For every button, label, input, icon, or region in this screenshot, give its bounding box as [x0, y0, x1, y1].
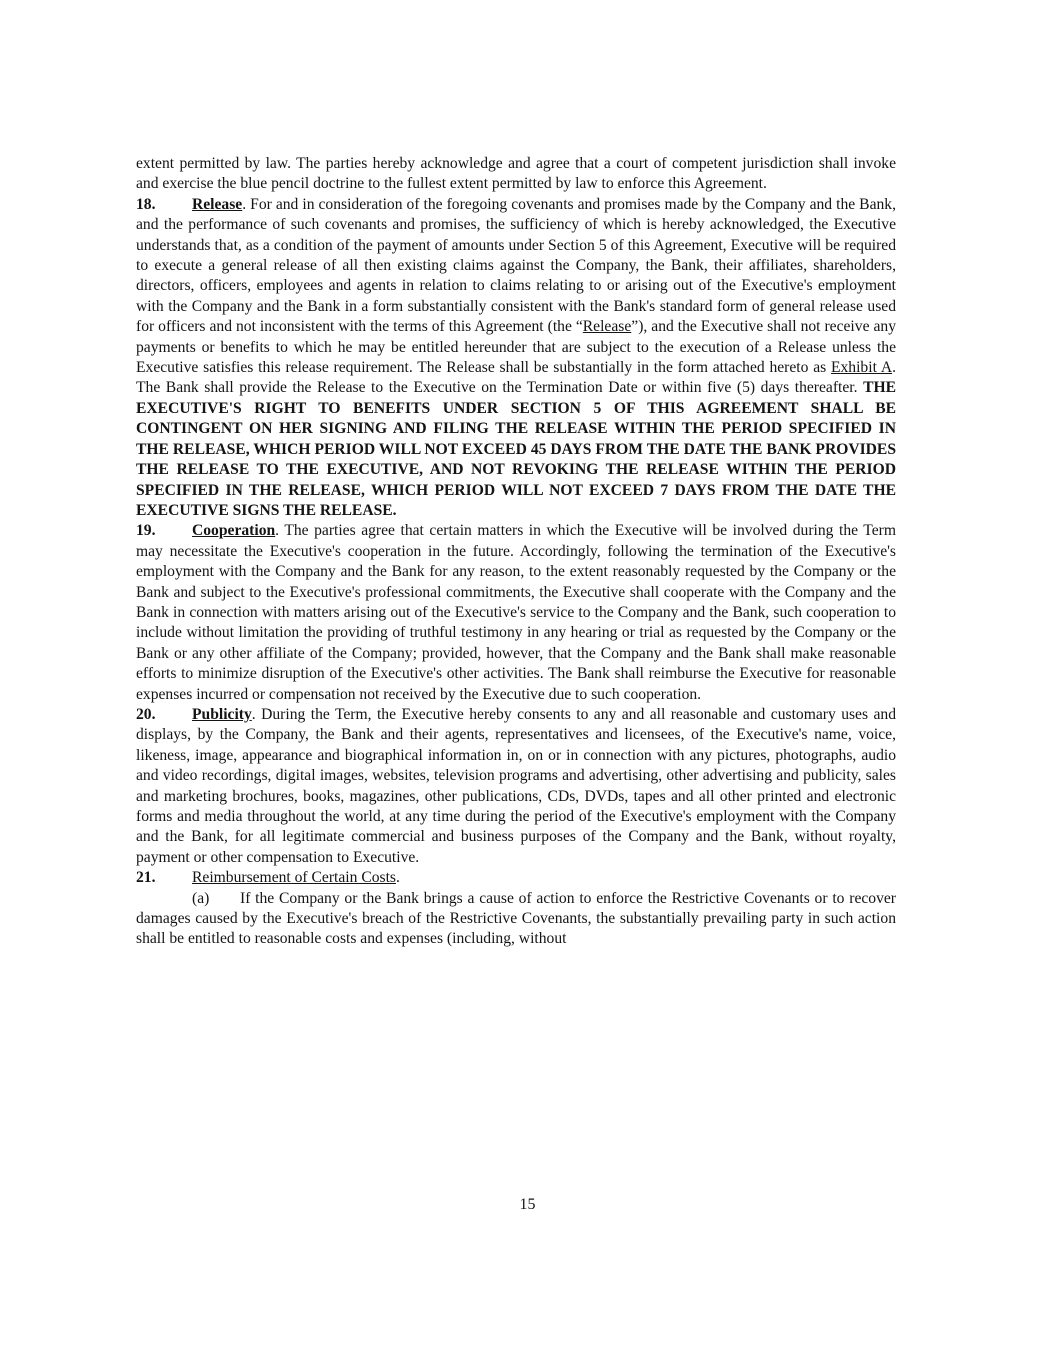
section-heading: Publicity — [192, 705, 252, 723]
section-text: . For and in consideration of the foregoing covenants and promises made by the Company and the Bank, and the performance of such covenants and promises, the sufficiency of which is hereby acknowledged, the Executive understands that, as a condition of the payment of amounts under Section 5 of this Agreement, Executive will be required to execute a general release of all then existing claims against the Company, the Bank, their affiliates, shareholders, directors, officers, employees and agents in relation to claims relating to or arising out of the Executive's employment with the Company and the Bank in a form substantially consistent with the Bank's standard form of general release used for officers and not inconsistent with the terms of this Agreement (the “ — [136, 195, 896, 336]
section-number: 21. — [136, 869, 156, 887]
section-text: . During the Term, the Executive hereby consents to any and all reasonable and customary uses and displays, by the Company, the Bank and their agents, representatives and licensees, of the Executive's name, voice, likeness, image, appearance and biographical information in, on or in connection with any pictures, photographs, audio and video recordings, digital images, websites, television programs and advertising, other advertising and publicity, sales and marketing brochures, books, magazines, other publications, CDs, DVDs, tapes and all other printed and electronic forms and media throughout the world, at any time during the period of the Executive's employment with the Company and the Bank, for all legitimate commercial and business purposes of the Company and the Bank, without royalty, payment or other compensation to Executive. — [136, 705, 896, 866]
section-heading-period: . — [396, 869, 400, 887]
page-number: 15 — [519, 1196, 536, 1213]
subsection-a — [136, 889, 896, 950]
section-number: 20. — [136, 705, 156, 723]
section-text: . The Bank shall provide the Release to the Executive on the Termination Date or within five (5) days thereafter. — [136, 359, 896, 397]
bold-caps-notice: THE EXECUTIVE'S RIGHT TO BENEFITS UNDER SECTION 5 OF THIS AGREEMENT SHALL BE CONTINGENT ON HER SIGNING AND FILING THE RELEASE WITHIN THE PERIOD SPECIFIED IN THE RELEASE, WHICH PERIOD WILL NOT EXCEED 45 DAYS FROM THE DATE THE BANK PROVIDES THE RELEASE TO THE EXECUTIVE, AND NOT REVOKING THE RELEASE WITHIN THE PERIOD SPECIFIED IN THE RELEASE, WHICH PERIOD WILL NOT EXCEED 7 DAYS FROM THE DATE THE EXECUTIVE SIGNS THE RELEASE. — [136, 379, 896, 519]
section-19-cooperation — [136, 521, 896, 705]
document-body — [136, 154, 896, 950]
section-heading: Release — [192, 195, 243, 213]
section-18-release — [136, 195, 896, 522]
subsection-label: (a) — [192, 889, 210, 907]
section-heading: Cooperation — [192, 522, 276, 540]
exhibit-reference: Exhibit A — [830, 359, 893, 377]
section-heading: Reimbursement of Certain Costs — [192, 869, 396, 887]
subsection-text: If the Company or the Bank brings a cause of action to enforce the Restrictive Covenants or to recover damages caused by the Executive's breach of the Restrictive Covenants, the substantially prevailing party in such action shall be entitled to reasonable costs and expenses (including, without — [136, 889, 896, 948]
section-20-publicity — [136, 705, 896, 868]
section-text: . The parties agree that certain matters in which the Executive will be involved during the Term may necessitate the Executive's cooperation in the future. Accordingly, following the termination of the Executive's employment with the Company and the Bank for any reason, to the extent reasonably requested by the Company or the Bank and subject to the Executive's professional commitments, the Executive shall cooperate with the Company and the Bank in connection with matters arising out of the Executive's service to the Company and the Bank, such cooperation to include without limitation the providing of truthful testimony in any hearing or trial as requested by the Company or the Bank or any other affiliate of the Company; provided, however, that the Company and the Bank shall make reasonable efforts to minimize disruption of the Executive's other activities. The Bank shall reimburse the Executive for reasonable expenses incurred or compensation not received by the Executive due to such cooperation. — [136, 522, 896, 703]
section-number: 19. — [136, 522, 156, 540]
defined-term-release: Release — [582, 318, 632, 336]
section-21-reimbursement — [136, 868, 896, 888]
section-number: 18. — [136, 195, 156, 213]
continuation-paragraph: extent permitted by law. The parties hereby acknowledge and agree that a court of competent jurisdiction shall invoke and exercise the blue pencil doctrine to the fullest extent permitted by law to enforce this Agreement. — [136, 155, 896, 193]
section-text: ”), and the Executive shall not receive any payments or benefits to which he may be entitled hereunder that are subject to the execution of a Release unless the Executive satisfies this release requirement. The Release shall be substantially in the form attached hereto as — [136, 318, 896, 377]
